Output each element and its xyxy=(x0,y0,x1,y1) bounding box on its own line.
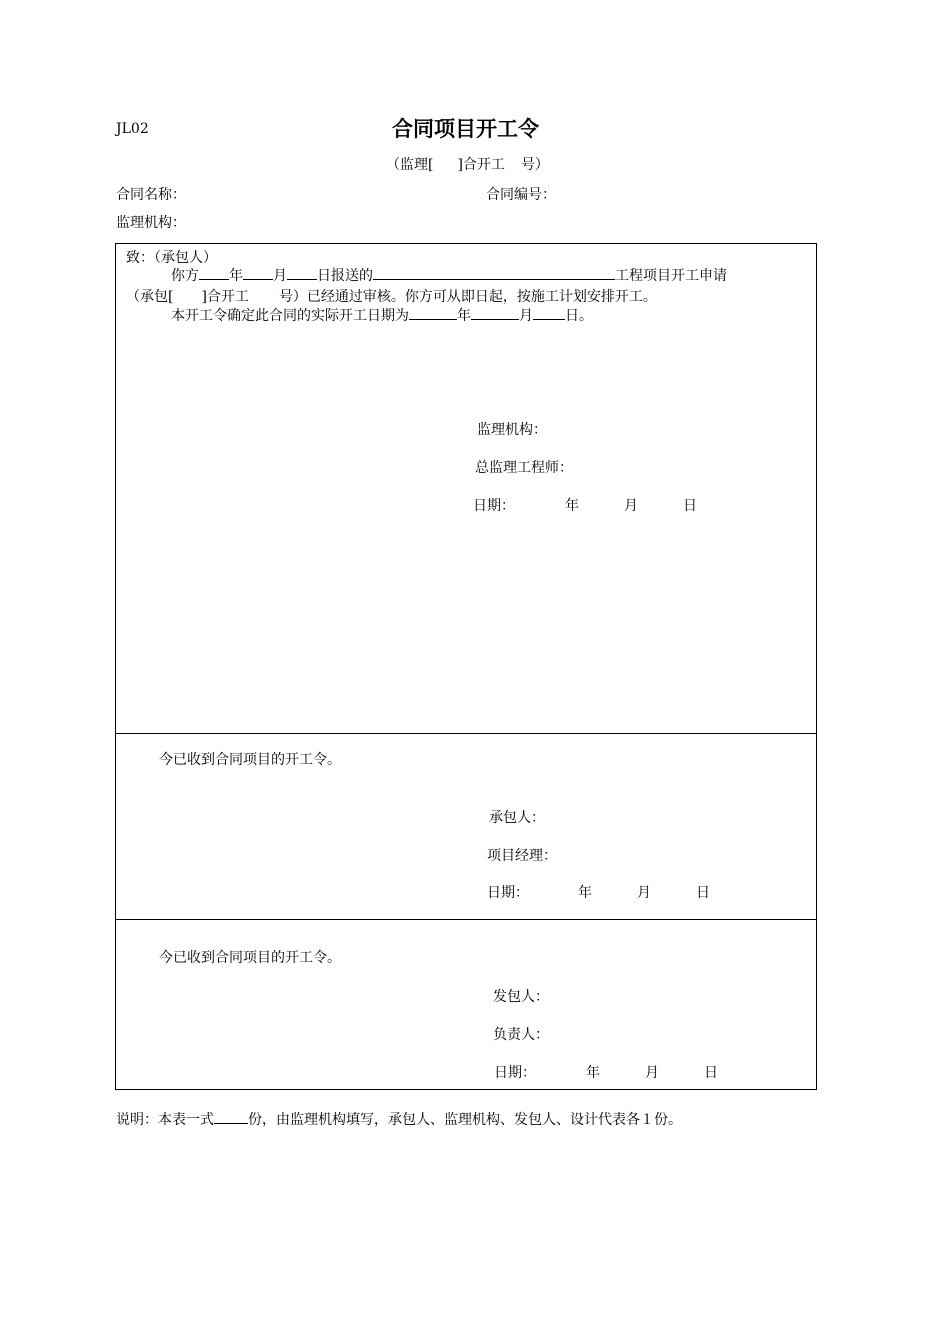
start-month-blank[interactable] xyxy=(471,305,519,320)
form-number xyxy=(386,154,549,174)
application-line-2 xyxy=(126,286,657,306)
receipt-text: 今已收到合同项目的开工令。 xyxy=(159,752,341,768)
contract-no-label: 合同编号： xyxy=(486,187,556,203)
date-label: 日期： xyxy=(487,885,529,901)
text-contract-prefix: （承包[ xyxy=(126,289,174,305)
page-title: 合同项目开工令 xyxy=(392,117,539,141)
supervision-org-label: 监理机构： xyxy=(116,215,186,231)
text-application: 工程项目开工申请 xyxy=(615,268,727,284)
date-year: 年 xyxy=(578,885,592,901)
date-day: 日 xyxy=(696,885,710,901)
number-middle: ]合开工 xyxy=(457,157,505,173)
year-blank[interactable] xyxy=(199,265,229,280)
receipt-text: 今已收到合同项目的开工令。 xyxy=(159,950,341,966)
text-year: 年 xyxy=(457,308,471,324)
date-day: 日 xyxy=(683,498,697,514)
text-start-date: 本开工令确定此合同的实际开工日期为 xyxy=(171,308,409,324)
start-date-line xyxy=(171,305,593,325)
contract-name-label: 合同名称： xyxy=(116,187,186,203)
note-prefix: 说明：本表一式 xyxy=(116,1112,214,1128)
sign-supervision-org: 监理机构： xyxy=(477,422,547,438)
sign-responsible: 负责人： xyxy=(493,1027,549,1043)
sign-project-manager: 项目经理： xyxy=(487,848,557,864)
start-day-blank[interactable] xyxy=(533,305,565,320)
text-contract-middle: ]合开工 xyxy=(201,289,249,305)
project-name-blank[interactable] xyxy=(373,265,615,280)
text-day: 日。 xyxy=(565,308,593,324)
sign-employer: 发包人： xyxy=(493,989,549,1005)
day-blank[interactable] xyxy=(287,265,317,280)
note-suffix: 份，由监理机构填写，承包人、监理机构、发包人、设计代表各１份。 xyxy=(248,1112,682,1128)
date-day: 日 xyxy=(704,1065,718,1081)
text-approved: 号）已经通过审核。你方可从即日起，按施工计划安排开工。 xyxy=(278,289,657,305)
date-year: 年 xyxy=(565,498,579,514)
text-year: 年 xyxy=(229,268,243,284)
start-year-blank[interactable] xyxy=(409,305,457,320)
text-you: 你方 xyxy=(171,268,199,284)
form-code: JL02 xyxy=(116,121,149,137)
to-contractor-line: 致：（承包人） xyxy=(126,250,217,266)
date-label: 日期： xyxy=(494,1065,536,1081)
section-divider xyxy=(116,733,816,734)
text-month: 月 xyxy=(519,308,533,324)
sign-chief-engineer: 总监理工程师： xyxy=(475,460,573,476)
number-suffix: 号） xyxy=(520,157,549,173)
application-line-1 xyxy=(171,265,727,285)
month-blank[interactable] xyxy=(243,265,273,280)
section-divider xyxy=(116,919,816,920)
order-form xyxy=(115,243,817,1090)
date-month: 月 xyxy=(637,885,651,901)
date-month: 月 xyxy=(624,498,638,514)
copies-blank[interactable] xyxy=(214,1109,248,1124)
footer-note xyxy=(116,1109,682,1129)
date-label: 日期： xyxy=(473,498,515,514)
text-month: 月 xyxy=(273,268,287,284)
date-year: 年 xyxy=(586,1065,600,1081)
sign-contractor: 承包人： xyxy=(489,810,545,826)
date-month: 月 xyxy=(645,1065,659,1081)
text-day-sent: 日报送的 xyxy=(317,268,373,284)
number-prefix: （监理[ xyxy=(386,157,434,173)
